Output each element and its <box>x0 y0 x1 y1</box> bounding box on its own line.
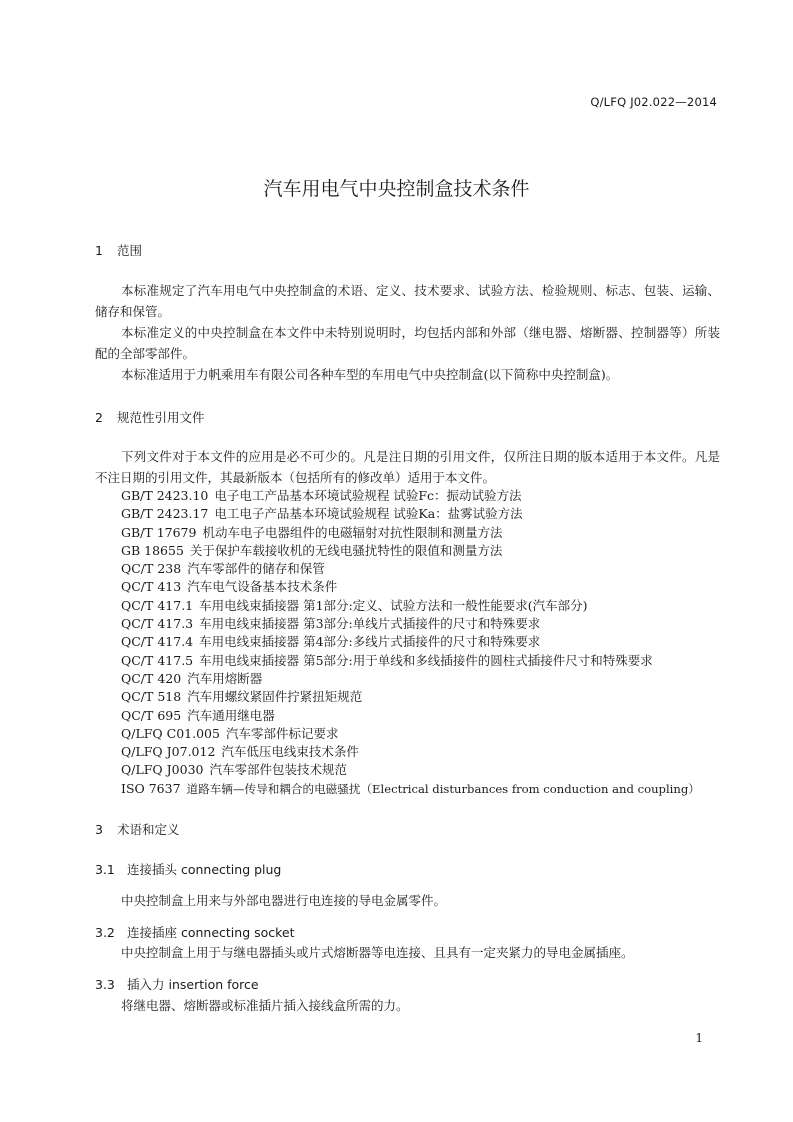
section-2-heading <box>95 408 205 426</box>
reference-item <box>121 633 700 651</box>
reference-code: QC/T 420 <box>121 670 182 686</box>
reference-code: QC/T 417.1 <box>121 597 194 613</box>
reference-code: Q/LFQ J0030 <box>121 762 204 778</box>
reference-code: QC/T 518 <box>121 689 182 705</box>
section-number: 2 <box>95 410 103 425</box>
reference-item <box>121 707 700 725</box>
term-heading <box>95 860 281 878</box>
reference-code: Q/LFQ J07.012 <box>121 744 216 760</box>
reference-title: 关于保护车载接收机的无线电骚扰特性的限值和测量方法 <box>189 542 503 558</box>
reference-item <box>121 542 700 560</box>
reference-item <box>121 487 700 505</box>
reference-code: GB 18655 <box>121 542 184 558</box>
reference-title: 车用电线束插接器 第3部分:单线片式插接件的尺寸和特殊要求 <box>199 616 541 632</box>
reference-code: Q/LFQ C01.005 <box>121 725 220 741</box>
term-definition: 中央控制盒上用来与外部电器进行电连接的导电金属零件。 <box>121 893 447 908</box>
section-title: 范围 <box>117 243 143 258</box>
reference-title: 道路车辆—传导和耦合的电磁骚扰（Electrical disturbances from conduction and coupling） <box>186 781 700 796</box>
document-title: 汽车用电气中央控制盒技术条件 <box>263 178 530 200</box>
term-number: 3.1 <box>95 862 115 877</box>
reference-title: 车用电线束插接器 第4部分:多线片式插接件的尺寸和特殊要求 <box>199 634 541 650</box>
term-definition: 将继电器、熔断器或标准插片插入接线盒所需的力。 <box>121 998 409 1013</box>
reference-item <box>121 578 700 596</box>
term-definition: 中央控制盒上用于与继电器插头或片式熔断器等电连接、且具有一定夹紧力的导电金属插座。 <box>121 945 634 960</box>
term-title: 插入力 insertion force <box>127 977 259 992</box>
reference-item <box>121 780 700 798</box>
term-heading <box>95 923 295 941</box>
reference-title: 汽车用熔断器 <box>187 670 263 686</box>
reference-title: 汽车零部件标记要求 <box>225 725 339 741</box>
reference-code: QC/T 417.4 <box>121 634 194 650</box>
reference-code: GB/T 2423.10 <box>121 488 209 503</box>
page-number: 1 <box>695 1031 703 1045</box>
reference-title: 电子电工产品基本环境试验规程 试验Fc：振动试验方法 <box>214 488 522 503</box>
term-number: 3.3 <box>95 977 115 992</box>
term-heading <box>95 975 259 993</box>
reference-title: 车用电线束插接器 第1部分:定义、试验方法和一般性能要求(汽车部分) <box>199 597 588 613</box>
section-2-intro: 下列文件对于本文件的应用是必不可少的。凡是注日期的引用文件，仅所注日期的版本适用于本文件。凡是不注日期的引用文件，其最新版本（包括所有的修改单）适用于本文件。 <box>95 449 720 485</box>
section-1-paragraph: 本标准适用于力帆乘用车有限公司各种车型的车用电气中央控制盒(以下简称中央控制盒)。 <box>121 367 619 382</box>
reference-title: 车用电线束插接器 第5部分:用于单线和多线插接件的圆柱式插接件尺寸和特殊要求 <box>199 652 653 668</box>
term-title: 连接插头 connecting plug <box>127 862 282 877</box>
reference-code: QC/T 417.3 <box>121 616 194 632</box>
term-title: 连接插座 connecting socket <box>127 925 295 940</box>
reference-title: 汽车低压电线束技术条件 <box>221 744 359 760</box>
reference-item <box>121 743 700 761</box>
reference-list <box>121 487 700 798</box>
reference-code: QC/T 413 <box>121 579 182 595</box>
reference-title: 汽车零部件包装技术规范 <box>209 762 347 778</box>
reference-code: QC/T 417.5 <box>121 652 194 668</box>
reference-code: QC/T 238 <box>121 561 182 577</box>
section-number: 3 <box>95 822 103 837</box>
reference-item <box>121 615 700 633</box>
reference-item <box>121 652 700 670</box>
reference-title: 汽车用螺纹紧固件拧紧扭矩规范 <box>187 689 363 705</box>
reference-title: 汽车电气设备基本技术条件 <box>187 579 338 595</box>
reference-title: 汽车零部件的储存和保管 <box>187 561 325 577</box>
reference-item <box>121 597 700 615</box>
reference-code: QC/T 695 <box>121 707 182 723</box>
reference-title: 汽车通用继电器 <box>187 707 275 723</box>
reference-item <box>121 670 700 688</box>
reference-item <box>121 524 700 542</box>
reference-item <box>121 688 700 706</box>
document-code: Q/LFQ J02.022—2014 <box>590 95 717 109</box>
reference-item <box>121 560 700 578</box>
reference-title: 电工电子产品基本环境试验规程 试验Ka：盐雾试验方法 <box>214 506 523 522</box>
section-title: 术语和定义 <box>117 822 180 837</box>
section-1-heading <box>95 241 142 259</box>
section-1-paragraph: 本标准规定了汽车用电气中央控制盒的术语、定义、技术要求、试验方法、检验规则、标志、包装、运输、储存和保管。 <box>95 283 720 319</box>
section-number: 1 <box>95 243 103 258</box>
reference-item <box>121 761 700 779</box>
section-title: 规范性引用文件 <box>117 410 205 425</box>
section-1-paragraph: 本标准定义的中央控制盒在本文件中未特别说明时，均包括内部和外部（继电器、熔断器、控制器等）所装配的全部零部件。 <box>95 325 720 361</box>
reference-item <box>121 505 700 523</box>
term-number: 3.2 <box>95 925 115 940</box>
reference-title: 机动车电子电器组件的电磁辐射对抗性限制和测量方法 <box>202 524 503 540</box>
reference-code: GB/T 2423.17 <box>121 506 209 522</box>
reference-code: ISO 7637 <box>121 780 181 796</box>
section-3-heading <box>95 820 180 838</box>
reference-item <box>121 725 700 743</box>
reference-code: GB/T 17679 <box>121 524 197 540</box>
